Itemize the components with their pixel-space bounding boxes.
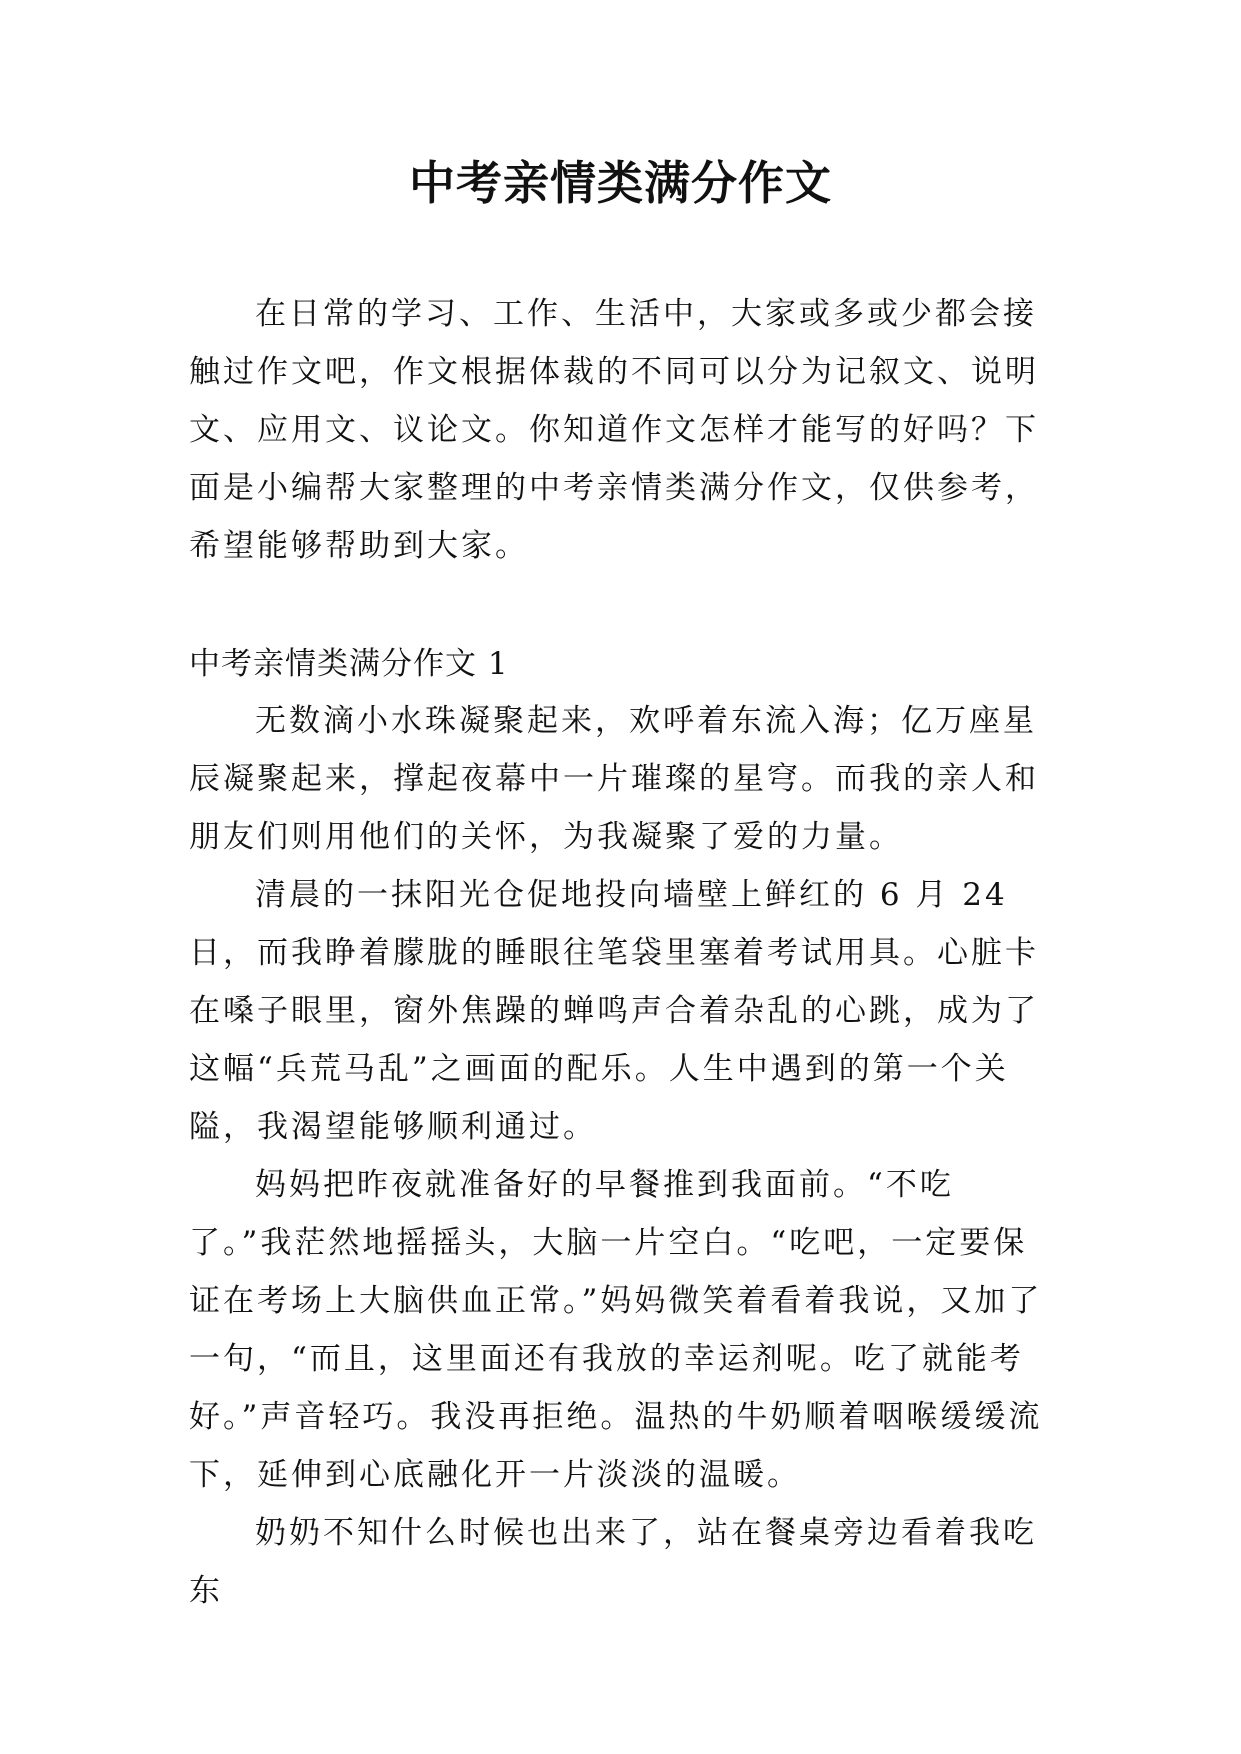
document-title: 中考亲情类满分作文 [409, 156, 832, 210]
essay-paragraph-2: 清晨的一抹阳光仓促地投向墙壁上鲜红的 6 月 24 日，而我睁着朦胧的睡眼往笔袋里塞着考试用具。心脏卡在嗓子眼里，窗外焦躁的蝉鸣声合着杂乱的心跳，成为了这幅“兵荒马乱”之画面的配乐。人生中遇到的第一个关隘，我渴望能够顺利通过。 [189, 877, 1039, 1145]
essay-paragraph-4: 奶奶不知什么时候也出来了，站在餐桌旁边看着我吃东 [189, 1515, 1037, 1609]
intro-paragraph: 在日常的学习、工作、生活中，大家或多或少都会接触过作文吧，作文根据体裁的不同可以分为记叙文、说明文、应用文、议论文。你知道作文怎样才能写的好吗？下面是小编帮大家整理的中考亲情类满分作文，仅供参考，希望能够帮助到大家。 [189, 296, 1039, 564]
essay-paragraph-3: 妈妈把昨夜就准备好的早餐推到我面前。“不吃了。”我茫然地摇摇头，大脑一片空白。“吃吧，一定要保证在考场上大脑供血正常。”妈妈微笑着看着我说，又加了一句，“而且，这里面还有我放的幸运剂呢。吃了就能考好。”声音轻巧。我没再拒绝。温热的牛奶顺着咽喉缓缓流下，延伸到心底融化开一片淡淡的温暖。 [189, 1167, 1043, 1493]
essay-body [189, 692, 1059, 1620]
section-heading: 中考亲情类满分作文 1 [189, 646, 509, 682]
essay-paragraph-1: 无数滴小水珠凝聚起来，欢呼着东流入海；亿万座星辰凝聚起来，撑起夜幕中一片璀璨的星穹。而我的亲人和朋友们则用他们的关怀，为我凝聚了爱的力量。 [189, 703, 1039, 855]
